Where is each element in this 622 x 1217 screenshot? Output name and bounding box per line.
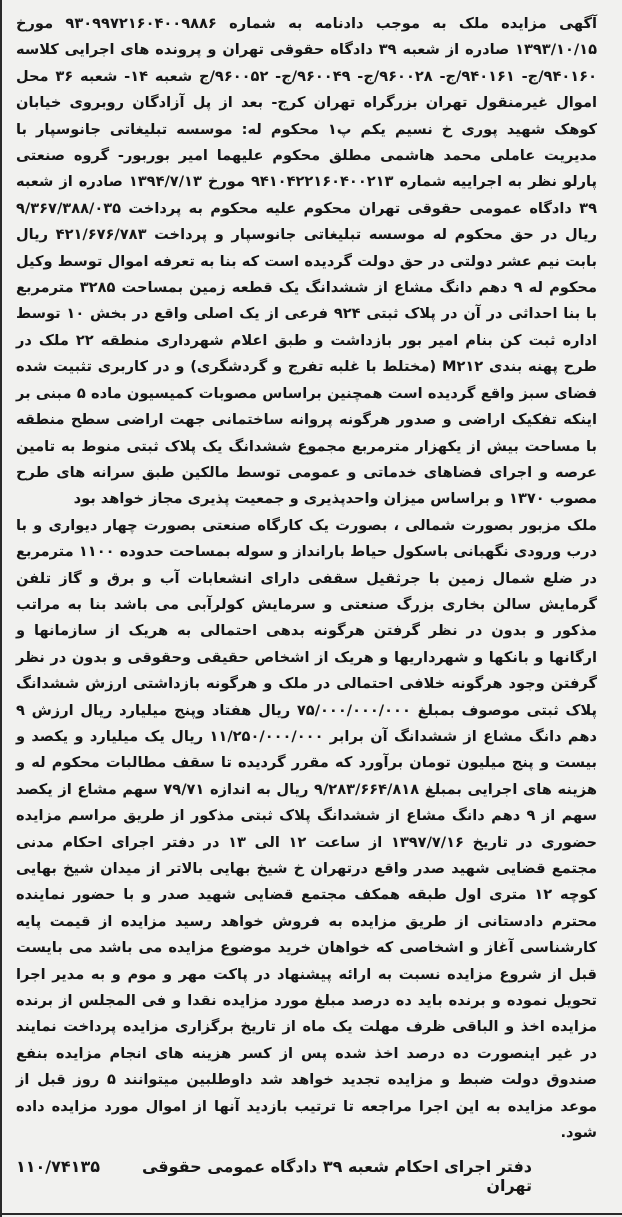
notice-paragraph-2: ملک مزبور بصورت شمالی ، بصورت یک کارگاه صنعتی بصورت چهار دیواری و با درب ورودی نگهبانی باسکول حیاط بارانداز و سوله بمساحت حدوده ۱۱۰۰ مترمربع در ضلع شمال زمین با جرثقیل سقفی دارای انشعابات آب و برق و گاز تلفن گرمایش سالن بخاری بزرگ صنعتی و سرمایش کولرآبی می باشد بنا به مراتب مذکور و بدون در نظر گرفتن هرگونه بدهی احتمالی به هریک از سازمانها و ارگانها و بانکها و شهرداریها و هریک از اشخاص حقیقی وحقوقی و بدون در نظر گرفتن وجود هرگونه خلافی احتمالی در ملک و هرگونه بازداشتی ارزش ششدانگ پلاک ثبتی موصوف بمبلغ ۷۵/۰۰۰/۰۰۰/۰۰۰ ریال هفتاد وپنج میلیارد ریال ارزش ۹ دهم دانگ مشاع از ششدانگ آن برابر ۱۱/۲۵۰/۰۰۰/۰۰۰ ریال یک میلیارد و یکصد و بیست و پنج میلیون تومان برآورد که مقرر گردیده تا سقف مطالبات محکوم له و هزینه های اجرایی بمبلغ ۹/۲۸۳/۶۶۴/۸۱۸ ریال به اندازه ۷۹/۷۱ سهم مشاع از یکصد سهم از ۹ دهم دانگ مشاع از ششدانگ پلاک ثبتی مذکور از طریق مراسم مزایده حضوری در تاریخ ۱۳۹۷/۷/۱۶ از ساعت ۱۲ الی ۱۳ در دفتر اجرای احکام مدنی مجتمع قضایی شهید صدر واقع درتهران خ شیخ بهایی بالاتر از میدان شیخ بهایی کوچه ۱۲ متری اول طبقه همکف مجتمع قضایی شهید صدر و با حضور نماینده محترم دادستانی از طریق مزایده به فروش خواهد رسید مزایده از قیمت پایه کارشناسی آغاز و اشخاصی که خواهان خرید موضوع مزایده می باشد می بایست قبل از شروع مزایده نسبت به ارائه پیشنهاد در پاکت مهر و موم و به مدیر اجرا تحویل نموده و برنده باید ده درصد مبلغ مورد مزایده نقدا و فی المجلس از برنده مزایده اخذ و الباقی ظرف مهلت یک ماه از تاریخ برگزاری مزایده پرداخت نمایند در غیر اینصورت ده درصد اخذ شده پس از کسر هزینه های انجام مزایده بنفع صندوق دولت ضبط و مزایده تجدید خواهد شد داوطلبین میتوانند ۵ روز قبل از موعد مزایده به این اجرا مراجعه تا ترتیب بازدید آنها از اموال مورد مزایده داده شود. <box>16 516 598 1142</box>
notice-footer <box>6 1157 610 1195</box>
issuing-office: دفتر اجرای احکام شعبه ۳۹ دادگاه عمومی حقوقی تهران <box>141 1157 532 1195</box>
bottom-border-line <box>0 1213 622 1215</box>
notice-code: ۱۱۰/۷۴۱۳۵ <box>16 1157 100 1176</box>
auction-notice <box>6 5 609 1209</box>
left-border-line <box>0 0 2 1217</box>
notice-paragraph-1: آگهی مزایده ملک به موجب دادنامه به شماره ۹۳۰۹۹۷۲۱۶۰۴۰۰۹۸۸۶ مورخ ۱۳۹۳/۱۰/۱۵ صادره از شعبه ۳۹ دادگاه حقوقی تهران و پرونده های اجرایی کلاسه ۹۴۰۱۶۰/ج- ۹۴۰۱۶۱/ج- ۹۶۰۰۲۸/ج- ۹۶۰۰۴۹/ج- ۹۶۰۰۵۲/ج شعبه ۱۴- شعبه ۳۶ محل اموال غیرمنقول تهران بزرگراه تهران کرج- بعد از پل آزادگان روبروی خیابان کوهک شهید پوری خ نسیم یکم پ۱ محکوم له: موسسه تبلیغاتی جانوسپار با مدیریت عاملی محمد هاشمی مطلق محکوم علیهما امیر بوربور- گروه صنعتی پارلو نظر به اجراییه شماره ۹۴۱۰۴۲۲۱۶۰۴۰۰۲۱۳ مورخ ۱۳۹۴/۷/۱۳ صادره از شعبه ۳۹ دادگاه عمومی حقوقی تهران محکوم علیه محکوم به پرداخت ۹/۳۶۷/۳۸۸/۰۳۵ ریال در حق محکوم له موسسه تبلیغاتی جانوسپار و پرداخت ۴۲۱/۶۷۶/۷۸۳ ریال بابت نیم عشر دولتی در حق دولت گردیده است که بنا به تعرفه اموال توسط وکیل محکوم له ۹ دهم دانگ مشاع از ششدانگ یک قطعه زمین بمساحت ۳۲۸۵ مترمربع با بنا احداثی در آن در پلاک ثبتی ۹۲۴ فرعی از یک اصلی واقع در بخش ۱۰ توسط اداره ثبت کن بنام امیر بور بازداشت و طبق اعلام شهرداری منطقه ۲۲ ملک در طرح پهنه بندی M۲۱۲ (مختلط با غلبه تفرج و گردشگری) و در کاربری تثبیت شده فضای سبز واقع گردیده است همچنین براساس مصوبات کمیسیون ماده ۵ مبنی بر اینکه تفکیک اراضی و صدور هرگونه پروانه ساختمانی جهت اراضی سطح منطقه با مساحت بیش از یکهزار مترمربع مجموع ششدانگ یک پلاک ثبتی منوط به تامین عرصه و اجرای فضاهای خدماتی و عمومی توسط مالکین طبق سرانه های طرح مصوب ۱۳۷۰ و براساس میزان واحدپذیری و جمعیت پذیری مجاز خواهد بود <box>16 15 597 508</box>
